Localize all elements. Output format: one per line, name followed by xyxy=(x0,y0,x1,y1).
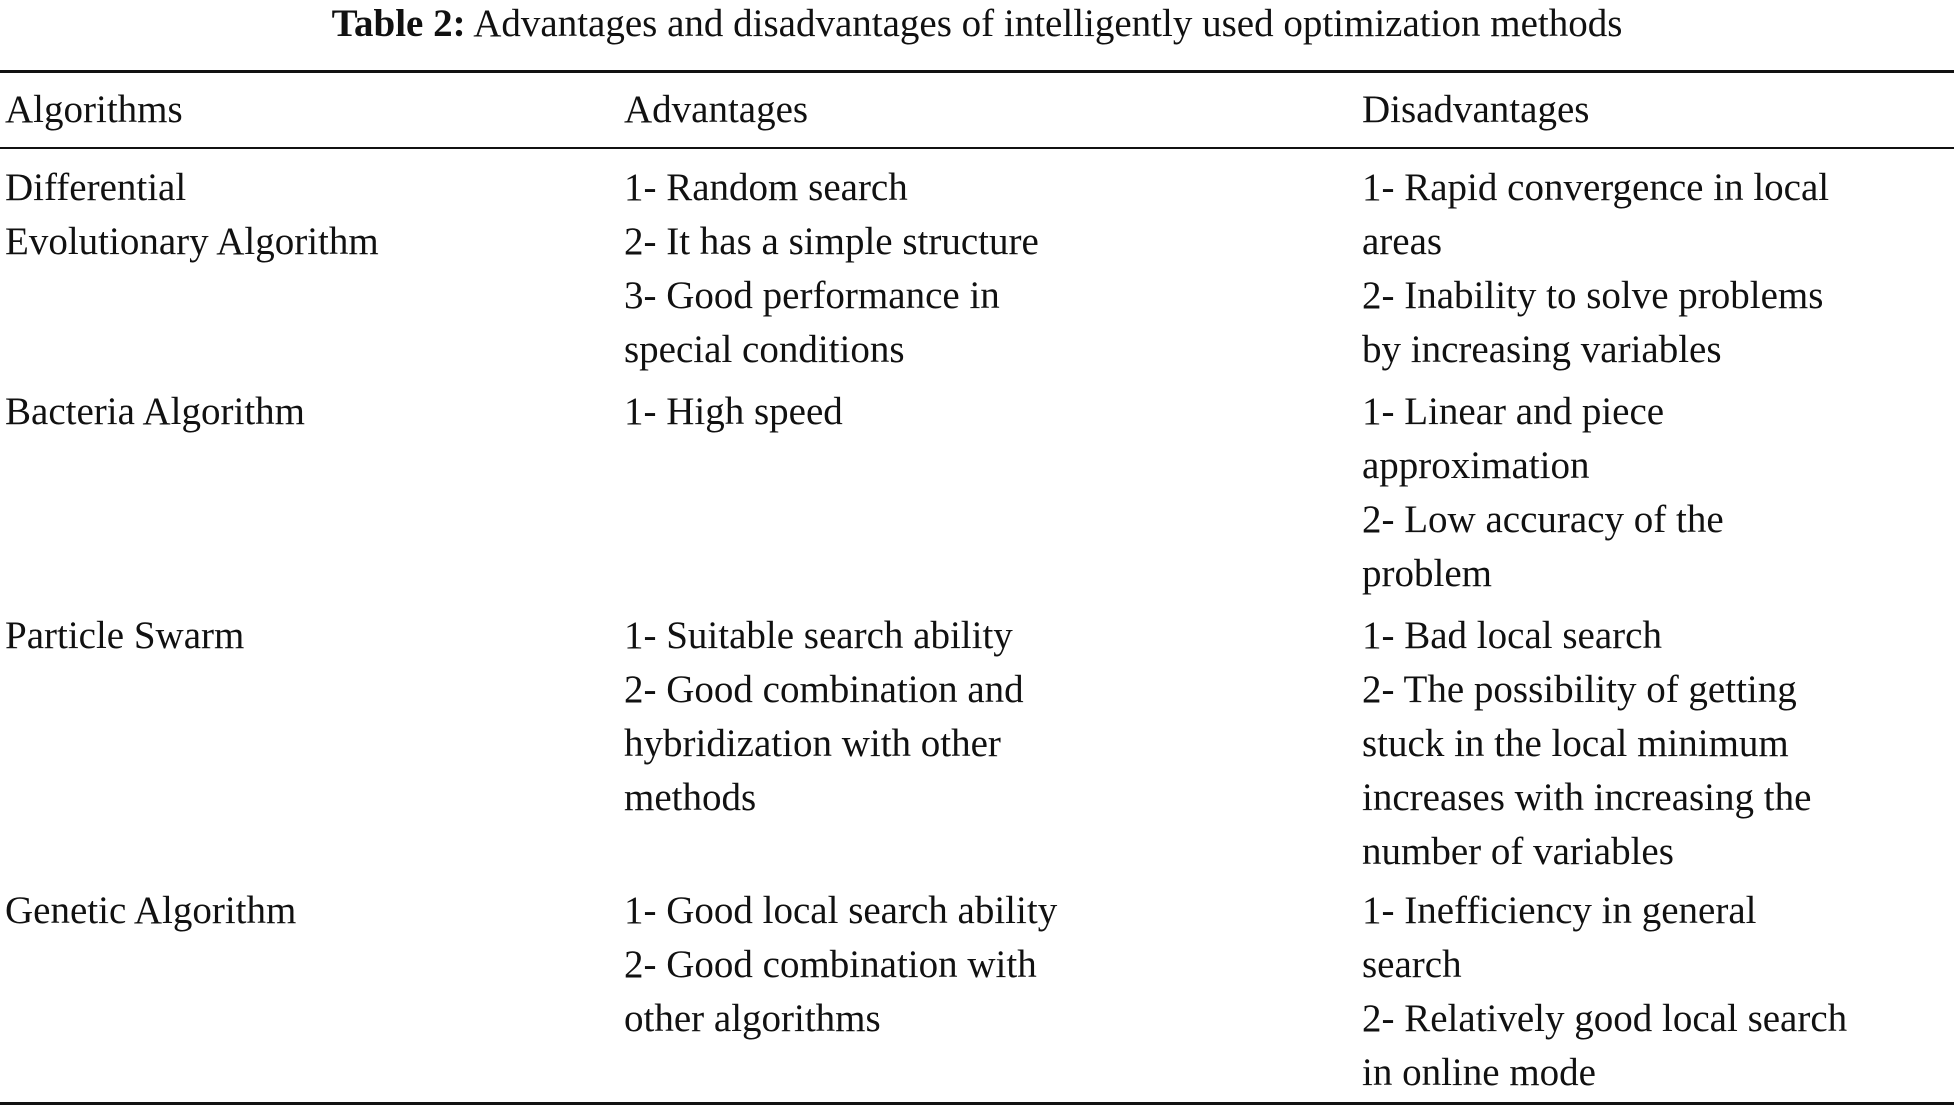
cell-line: 1- Rapid convergence in local xyxy=(1362,166,1830,209)
cell-line: 2- Inability to solve problems xyxy=(1362,274,1824,317)
cell-line: hybridization with other xyxy=(624,722,1001,765)
row-3-advantages xyxy=(624,609,1024,825)
row-3-algorithm xyxy=(5,609,244,663)
cell-line: Particle Swarm xyxy=(5,614,245,657)
cell-line: 1- Good local search ability xyxy=(624,889,1058,932)
table-caption xyxy=(0,0,1954,52)
header-algorithms: Algorithms xyxy=(5,88,183,131)
header-rule xyxy=(0,147,1954,149)
cell-line: 2- The possibility of getting xyxy=(1362,668,1797,711)
cell-line: in online mode xyxy=(1362,1051,1596,1094)
row-4-advantages xyxy=(624,884,1057,1046)
row-1-algorithm xyxy=(5,161,379,269)
cell-line: number of variables xyxy=(1362,830,1674,873)
cell-line: 2- Low accuracy of the xyxy=(1362,498,1724,541)
cell-line: special conditions xyxy=(624,328,905,371)
row-3-disadvantages xyxy=(1362,609,1811,879)
cell-line: increases with increasing the xyxy=(1362,776,1812,819)
row-2-disadvantages xyxy=(1362,385,1724,601)
cell-line: methods xyxy=(624,776,757,819)
row-4-disadvantages xyxy=(1362,884,1847,1100)
row-2-advantages xyxy=(624,385,843,439)
cell-line: other algorithms xyxy=(624,997,881,1040)
header-advantages: Advantages xyxy=(624,88,809,131)
table-top-rule xyxy=(0,70,1954,73)
cell-line: 1- High speed xyxy=(624,390,843,433)
cell-line: 1- Random search xyxy=(624,166,908,209)
cell-line: 1- Inefficiency in general xyxy=(1362,889,1757,932)
table-caption-label: Table 2: xyxy=(331,2,466,45)
cell-line: 2- It has a simple structure xyxy=(624,220,1039,263)
row-1-advantages xyxy=(624,161,1039,377)
cell-line: by increasing variables xyxy=(1362,328,1722,371)
cell-line: 1- Linear and piece xyxy=(1362,390,1665,433)
cell-line: 2- Relatively good local search xyxy=(1362,997,1848,1040)
cell-line: 3- Good performance in xyxy=(624,274,1000,317)
cell-line: 1- Bad local search xyxy=(1362,614,1662,657)
cell-line: 1- Suitable search ability xyxy=(624,614,1013,657)
cell-line: Differential xyxy=(5,166,187,209)
table-caption-text: Advantages and disadvantages of intelligently used optimization methods xyxy=(473,2,1623,45)
cell-line: stuck in the local minimum xyxy=(1362,722,1789,765)
table-bottom-rule xyxy=(0,1102,1954,1105)
row-1-disadvantages xyxy=(1362,161,1829,377)
cell-line: Bacteria Algorithm xyxy=(5,390,306,433)
cell-line: search xyxy=(1362,943,1462,986)
row-2-algorithm xyxy=(5,385,305,439)
row-4-algorithm xyxy=(5,884,296,938)
cell-line: Evolutionary Algorithm xyxy=(5,220,379,263)
cell-line: problem xyxy=(1362,552,1492,595)
cell-line: 2- Good combination and xyxy=(624,668,1024,711)
cell-line: approximation xyxy=(1362,444,1590,487)
cell-line: 2- Good combination with xyxy=(624,943,1037,986)
header-disadvantages: Disadvantages xyxy=(1362,88,1590,131)
cell-line: areas xyxy=(1362,220,1443,263)
cell-line: Genetic Algorithm xyxy=(5,889,297,932)
